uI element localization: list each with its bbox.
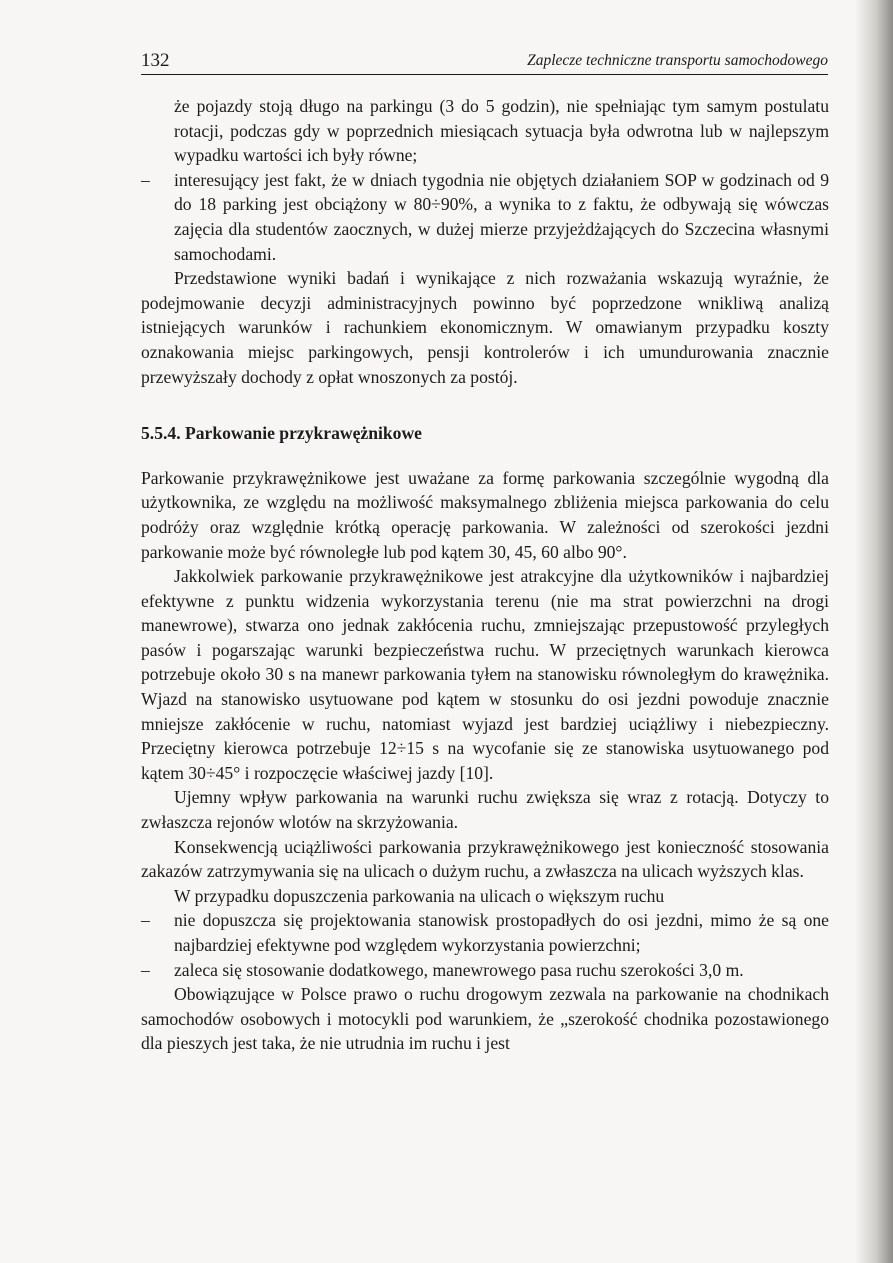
list-item <box>141 958 829 983</box>
paragraph: Ujemny wpływ parkowania na warunki ruchu zwiększa się wraz z rotacją. Dotyczy to zwłaszcza rejonów wlotów na skrzyżowania. <box>141 787 829 833</box>
page-edge-shadow <box>855 0 893 1263</box>
paragraph-continuation: że pojazdy stoją długo na parkingu (3 do 5 godzin), nie spełniając tym samym postulatu rotacji, podczas gdy w poprzednich miesiącach sytuacja była odwrotna lub w najlepszym wypadku wartości ich były równe; <box>174 96 829 166</box>
list-item <box>141 168 829 266</box>
running-title: Zaplecze techniczne transportu samochodowego <box>527 52 828 69</box>
paragraph: Jakkolwiek parkowanie przykrawężnikowe jest atrakcyjne dla użytkowników i najbardziej efektywne z punktu widzenia wykorzystania terenu (nie ma strat powierzchni na drogi manewrowe), stwarza ono jednak zakłócenia ruchu, zmniejszając przepustowość przyległych pasów i pogarszając warunki bezpieczeństwa ruchu. W przeciętnych warunkach kierowca potrzebuje około 30 s na manewr parkowania tyłem na stanowisku równoległym do krawężnika. Wjazd na stanowisko usytuowane pod kątem w stosunku do osi jezdni powoduje znacznie mniejsze zakłócenie w ruchu, natomiast wyjazd jest bardziej uciążliwy i niebezpieczny. Przeciętny kierowca potrzebuje 12÷15 s na wycofanie się ze stanowiska usytuowanego pod kątem 30÷45° i rozpoczęcie właściwej jazdy [10]. <box>141 566 829 783</box>
list-item-text: interesujący jest fakt, że w dniach tygodnia nie objętych działaniem SOP w godzinach od 9 do 18 parking jest obciążony w 80÷90%, a wynika to z faktu, że odbywają się wówczas zajęcia dla studentów zaocznych, w dużej mierze przyjeżdżających do Szczecina własnymi samochodami. <box>174 169 829 264</box>
body-text <box>141 94 829 1056</box>
paragraph: Obowiązujące w Polsce prawo o ruchu drogowym zezwala na parkowanie na chodnikach samochodów osobowych i motocykli pod warunkiem, że „szerokość chodnika pozostawionego dla pieszych jest taka, że nie utrudnia im ruchu i jest <box>141 984 829 1054</box>
paragraph: Parkowanie przykrawężnikowe jest uważane za formę parkowania szczególnie wygodną dla użytkownika, ze względu na możliwość maksymalnego zbliżenia miejsca parkowania do celu podróży oraz względnie krótką operację parkowania. W zależności od szerokości jezdni parkowanie może być równoległe lub pod kątem 30, 45, 60 albo 90°. <box>141 467 829 562</box>
list-dash: – <box>141 169 150 190</box>
section-heading: 5.5.4. Parkowanie przykrawężnikowe <box>141 423 422 444</box>
page-number: 132 <box>141 50 170 71</box>
list-item-text: nie dopuszcza się projektowania stanowisk prostopadłych do osi jezdni, mimo że są one najbardziej efektywne pod względem wykorzystania powierzchni; <box>174 910 829 955</box>
list-dash: – <box>141 910 150 931</box>
paragraph: W przypadku dopuszczenia parkowania na ulicach o większym ruchu <box>174 885 665 906</box>
list-item-text: zaleca się stosowanie dodatkowego, manewrowego pasa ruchu szerokości 3,0 m. <box>174 959 744 980</box>
paragraph: Przedstawione wyniki badań i wynikające z nich rozważania wskazują wyraźnie, że podejmowanie decyzji administracyjnych powinno być poprzedzone wnikliwą analizą istniejących warunków i rachunkiem ekonomicznym. W omawianym przypadku koszty oznakowania miejsc parkingowych, pensji kontrolerów i ich umundurowania znacznie przewyższały dochody z opłat wnoszonych za postój. <box>141 268 829 387</box>
list-dash: – <box>141 959 150 980</box>
list-item <box>141 908 829 957</box>
paragraph: Konsekwencją uciążliwości parkowania przykrawężnikowego jest konieczność stosowania zakazów zatrzymywania się na ulicach o dużym ruchu, a zwłaszcza na ulicach wyższych klas. <box>141 836 829 882</box>
page-header <box>141 48 828 75</box>
